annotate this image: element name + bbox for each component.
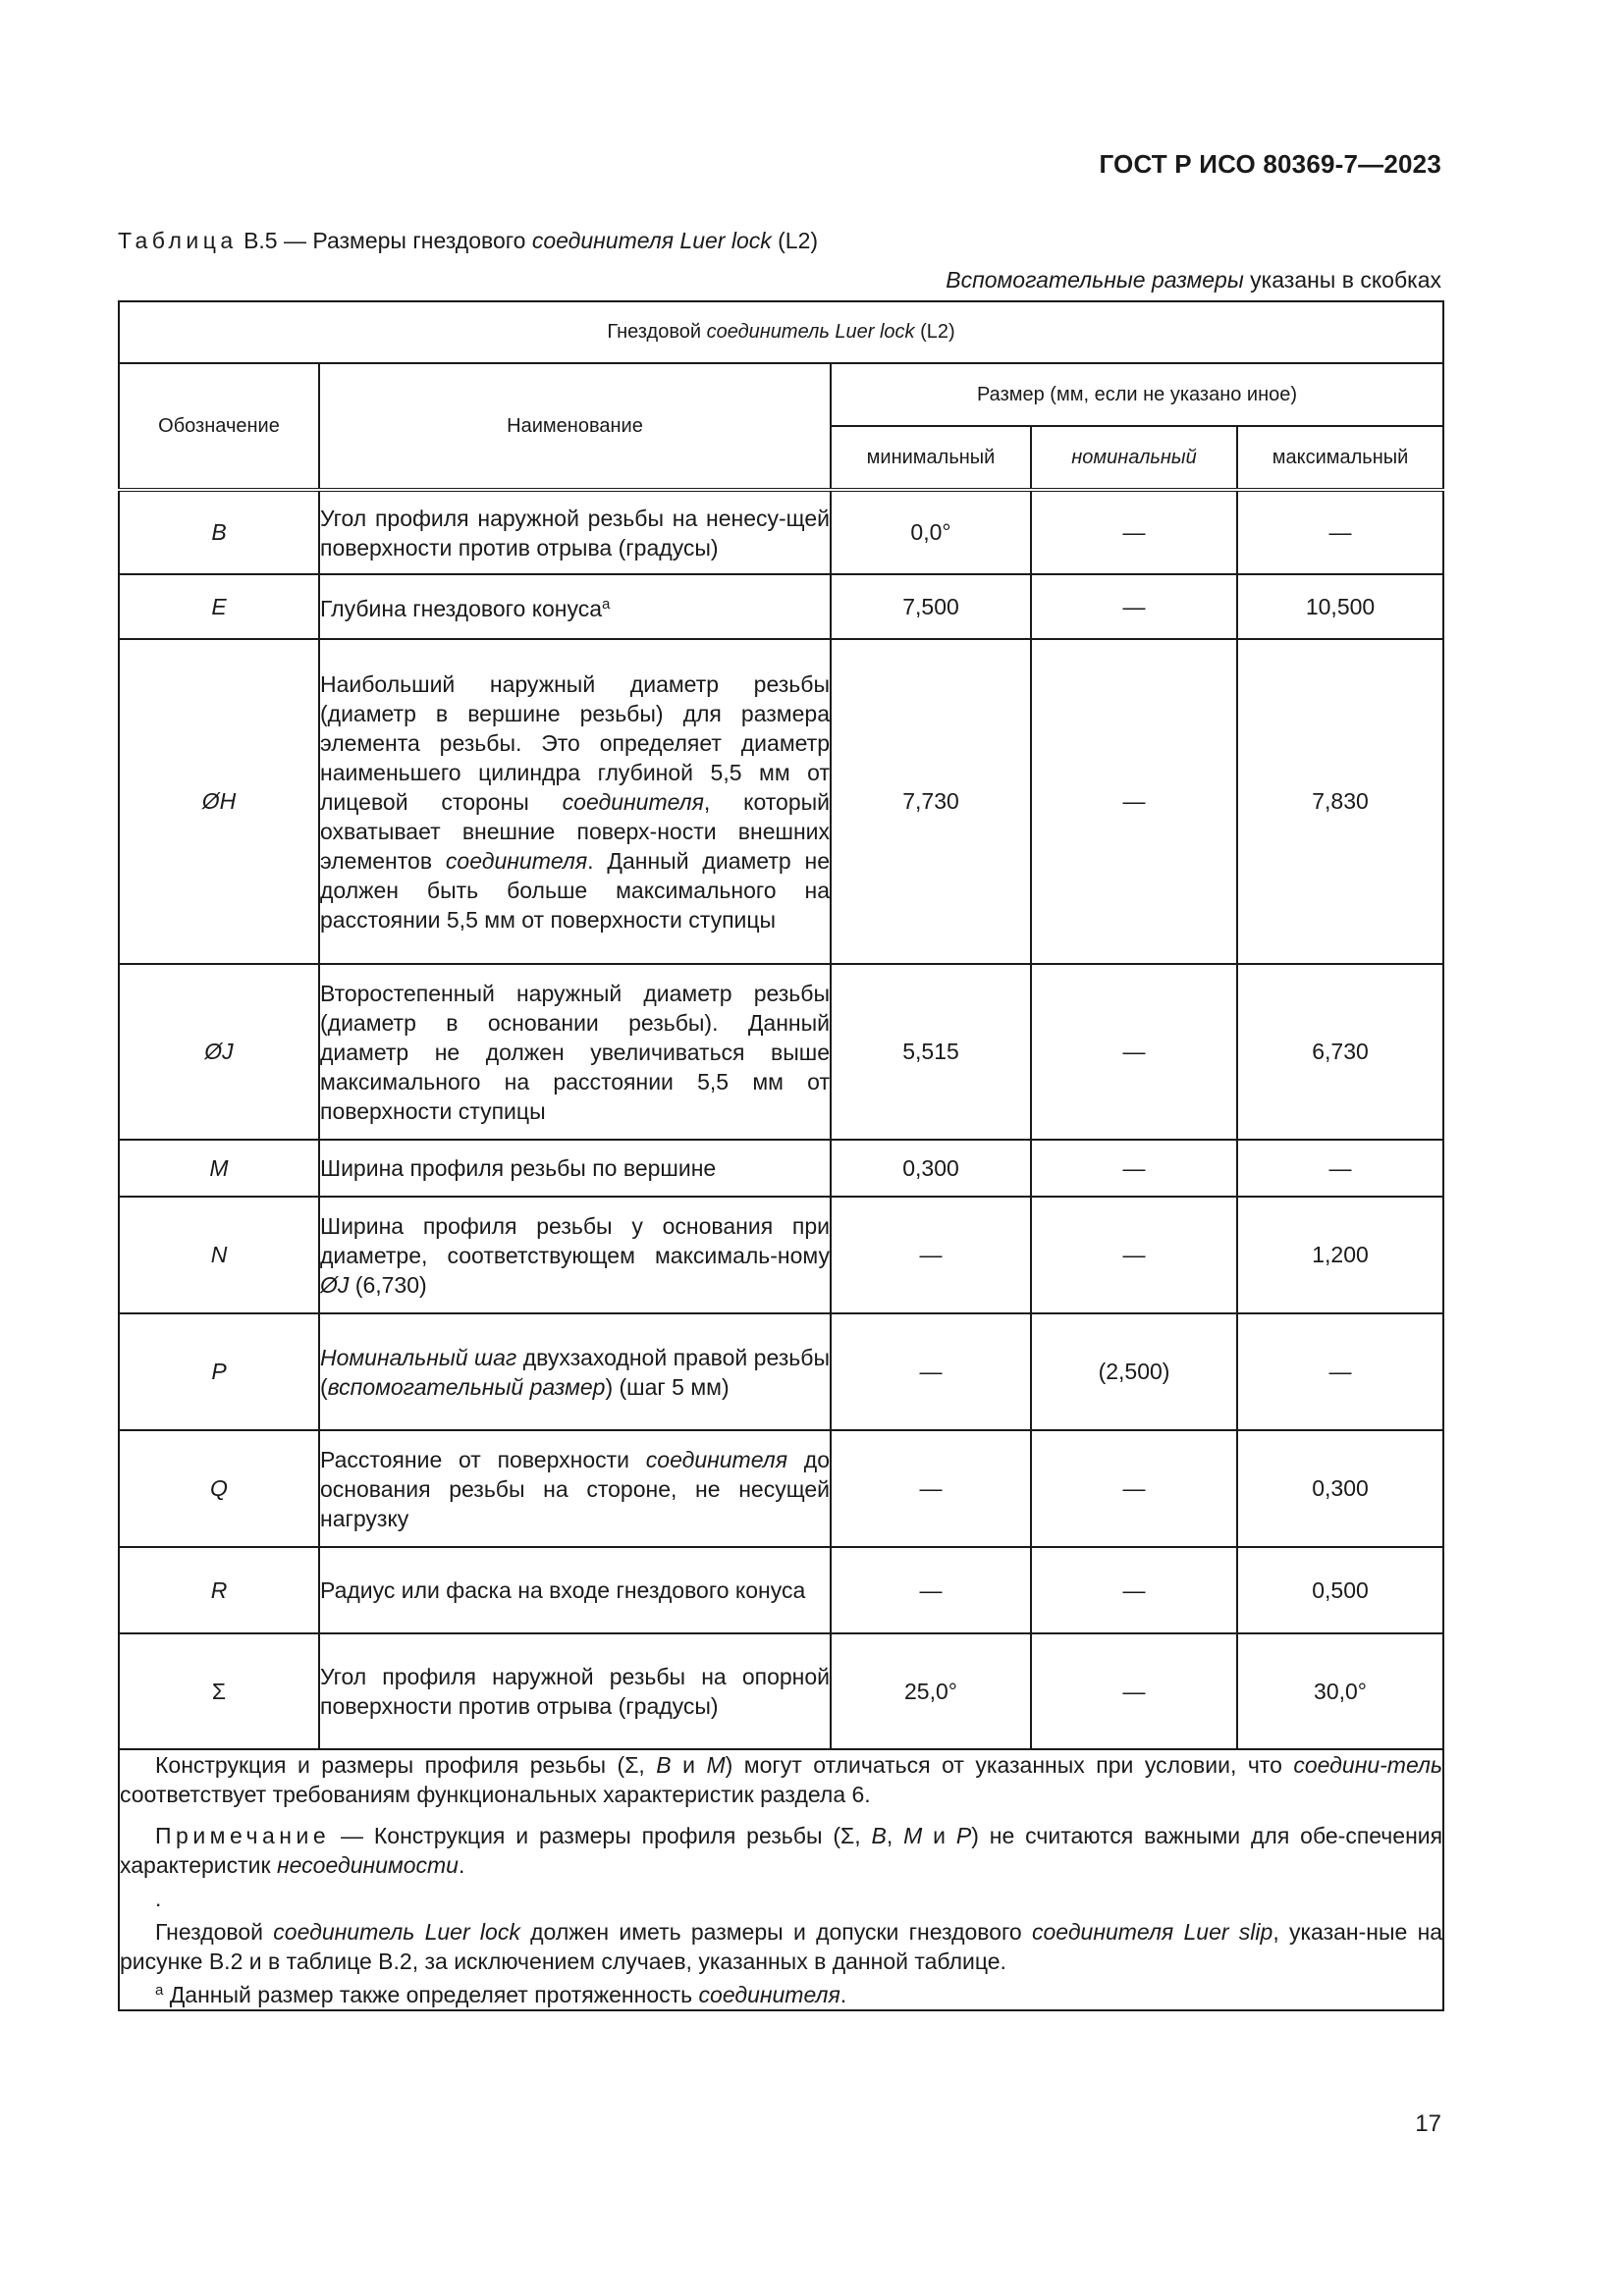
note-text: . [458, 1852, 465, 1878]
note-3 [120, 1917, 1442, 1976]
note-italic: M [706, 1752, 726, 1778]
row-nom: — [1031, 1547, 1237, 1633]
table-row [119, 490, 1443, 574]
note-text: Гнездовой [155, 1919, 264, 1945]
row-description [319, 1313, 831, 1430]
row-description [319, 1430, 831, 1547]
table-row [119, 1547, 1443, 1633]
row-symbol: B [119, 490, 319, 574]
note-italic: P [955, 1823, 972, 1848]
col-designation: Обозначение [119, 363, 319, 490]
row-description [319, 1197, 831, 1313]
desc-italic: соединителя [645, 1446, 788, 1472]
table-title-post: (L2) [920, 321, 955, 343]
row-min: 7,500 [831, 574, 1031, 639]
row-nom: — [1031, 1140, 1237, 1197]
note-text: и [682, 1752, 695, 1778]
note-text: Данный размер также определяет протяженность [169, 1982, 693, 2007]
table-title [119, 301, 1443, 363]
row-min: 7,730 [831, 639, 1031, 964]
col-max: максимальный [1237, 426, 1443, 490]
desc-part: (6,730) [354, 1271, 427, 1298]
row-nom: — [1031, 1197, 1237, 1313]
desc-part: ) (шаг 5 мм) [605, 1373, 730, 1400]
row-nom: — [1031, 964, 1237, 1140]
table-row [119, 1430, 1443, 1547]
row-max: 0,300 [1237, 1430, 1443, 1547]
row-description [319, 574, 831, 639]
row-max: 10,500 [1237, 574, 1443, 639]
row-symbol: N [119, 1197, 319, 1313]
caption-italic: соединителя Luer lock [531, 228, 772, 253]
row-description: Ширина профиля резьбы по вершине [319, 1140, 831, 1197]
table-row [119, 574, 1443, 639]
row-nom: — [1031, 1633, 1237, 1749]
row-nom: — [1031, 639, 1237, 964]
table-row [119, 639, 1443, 964]
row-min: — [831, 1547, 1031, 1633]
row-min: — [831, 1313, 1031, 1430]
row-description-text: Глубина гнездового конуса [320, 596, 603, 621]
note-text: — Конструкция и размеры профиля резьбы (Σ, [341, 1823, 861, 1848]
caption-label: Таблица [118, 228, 238, 253]
col-min: минимальный [831, 426, 1031, 490]
notes-row [119, 1749, 1443, 2010]
table-title-pre: Гнездовой [607, 321, 702, 343]
row-symbol: ØJ [119, 964, 319, 1140]
desc-part: Наибольший наружный диаметр резьбы (диаметр в вершине резьбы) для размера элемента резьбы. Это определяет диаметр наименьшего цилиндра глубиной 5,5 мм от лицевой стороны [320, 670, 830, 815]
desc-italic: соединителя [562, 788, 704, 815]
row-symbol: Σ [119, 1633, 319, 1749]
note-text: и [933, 1823, 947, 1848]
auxiliary-note [946, 267, 1441, 294]
row-description: Угол профиля наружной резьбы на ненесу-щей поверхности против отрыва (градусы) [319, 490, 831, 574]
note-italic: M [903, 1823, 923, 1848]
desc-part: до основания резьбы на стороне, не несущей нагрузку [320, 1446, 831, 1531]
aux-note-italic: Вспомогательные размеры [946, 267, 1244, 293]
row-description [319, 639, 831, 964]
row-description: Второстепенный наружный диаметр резьбы (диаметр в основании резьбы). Данный диаметр не должен увеличиваться выше максимального на расстоянии 5,5 мм от поверхности ступицы [319, 964, 831, 1140]
footnote-a [120, 1976, 1442, 2009]
note-italic: B [871, 1823, 887, 1848]
col-nom: номинальный [1031, 426, 1237, 490]
page-number: 17 [1415, 2110, 1441, 2137]
row-max: 6,730 [1237, 964, 1443, 1140]
table-row [119, 1313, 1443, 1430]
row-symbol: P [119, 1313, 319, 1430]
desc-part: , который охватывает внешние поверх-ности внешних элементов [320, 788, 830, 874]
row-max: 30,0° [1237, 1633, 1443, 1749]
table-row [119, 1140, 1443, 1197]
table-row [119, 1633, 1443, 1749]
table-row [119, 964, 1443, 1140]
note-italic: B [656, 1752, 672, 1778]
desc-part: Расстояние от поверхности [320, 1446, 629, 1472]
note-italic: соединителя Luer slip [1032, 1919, 1273, 1945]
note-italic: соединителя [698, 1982, 840, 2007]
footnote-marker: a [602, 596, 611, 613]
dimensions-table [118, 300, 1444, 2011]
caption-suffix: (L2) [778, 228, 819, 253]
footnote-marker: a [155, 1982, 164, 1999]
desc-part: . Данный диаметр не должен быть больше максимального на расстоянии 5,5 мм от поверхности ступицы [320, 847, 831, 933]
note-text: соответствует требованиям функциональных характеристик раздела 6. [120, 1782, 871, 1807]
note-1 [120, 1750, 1442, 1809]
row-symbol: E [119, 574, 319, 639]
row-max: — [1237, 490, 1443, 574]
caption-number: В.5 — Размеры гнездового [244, 228, 526, 253]
row-description: Угол профиля наружной резьбы на опорной поверхности против отрыва (градусы) [319, 1633, 831, 1749]
header-row-1 [119, 363, 1443, 426]
row-min: 0,0° [831, 490, 1031, 574]
row-symbol: ØH [119, 639, 319, 964]
note-text: . [839, 1982, 847, 2007]
col-size: Размер (мм, если не указано иное) [831, 363, 1443, 426]
row-symbol: R [119, 1547, 319, 1633]
note-2: Примечание — Конструкция и размеры профиля резьбы (Σ, B, M и P) не считаются важными для обе-спечения характеристик несоединимости. [120, 1823, 1443, 1878]
table-row [119, 1197, 1443, 1313]
desc-italic: Номинальный шаг [320, 1344, 517, 1370]
row-min: 0,300 [831, 1140, 1031, 1197]
row-description: Радиус или фаска на входе гнездового конуса [319, 1547, 831, 1633]
row-max: 1,200 [1237, 1197, 1443, 1313]
note-text: должен иметь размеры и допуски гнездового [530, 1919, 1022, 1945]
row-min: 5,515 [831, 964, 1031, 1140]
row-max: — [1237, 1313, 1443, 1430]
note-text: ) могут отличаться от указанных при условии, что [725, 1752, 1282, 1778]
table-caption [118, 228, 818, 254]
note-dot: . [155, 1886, 162, 1911]
table-notes [119, 1749, 1443, 2010]
note-label: Примечание [155, 1823, 331, 1848]
note-italic: соединитель Luer lock [273, 1919, 520, 1945]
row-min: — [831, 1197, 1031, 1313]
row-symbol: M [119, 1140, 319, 1197]
row-nom: — [1031, 1430, 1237, 1547]
table-title-italic: соединитель Luer lock [706, 321, 915, 343]
desc-italic: вспомогательный размер [327, 1373, 606, 1400]
desc-italic: соединителя [445, 847, 588, 874]
row-symbol: Q [119, 1430, 319, 1547]
note-text: Конструкция и размеры профиля резьбы (Σ, [155, 1752, 645, 1778]
row-max: 7,830 [1237, 639, 1443, 964]
row-max: — [1237, 1140, 1443, 1197]
col-name: Наименование [319, 363, 831, 490]
desc-part: двухзаходной правой резьбы ( [320, 1344, 830, 1400]
note-text: , указан-ные на рисунке В.2 и в таблице В.2, за исключением случаев, указанных в данной таблице. [120, 1919, 1443, 1974]
note-italic: соедини-тель [1293, 1752, 1443, 1778]
standard-header: ГОСТ Р ИСО 80369-7—2023 [1099, 149, 1441, 179]
row-min: — [831, 1430, 1031, 1547]
row-nom: (2,500) [1031, 1313, 1237, 1430]
desc-part: Ширина профиля резьбы у основания при диаметре, соответствующем максималь-ному [320, 1212, 830, 1268]
row-max: 0,500 [1237, 1547, 1443, 1633]
note-italic: несоединимости [276, 1852, 459, 1878]
row-nom: — [1031, 490, 1237, 574]
row-nom: — [1031, 574, 1237, 639]
aux-note-rest: указаны в скобках [1250, 267, 1441, 293]
note-text: ) не считаются важными для обе-спечения характеристик [120, 1823, 1443, 1878]
row-min: 25,0° [831, 1633, 1031, 1749]
desc-italic: ØJ [320, 1271, 350, 1298]
table-title-row [119, 301, 1443, 363]
